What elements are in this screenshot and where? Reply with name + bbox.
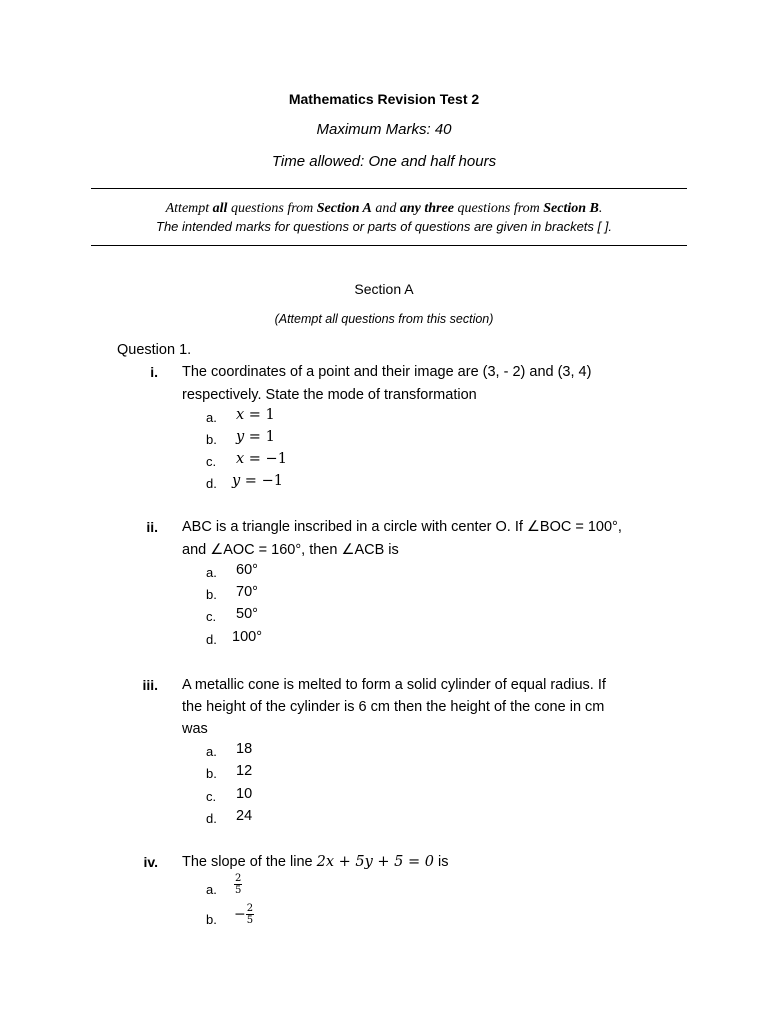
- option-letter: b.: [206, 766, 217, 781]
- question-heading: Question 1.: [117, 342, 192, 358]
- option-letter: a.: [206, 565, 217, 580]
- fraction: $\frac{2}{5}$: [235, 873, 242, 896]
- option-letter: c.: [206, 789, 217, 804]
- option-value: x = −1: [236, 451, 287, 467]
- option-letter: d.: [206, 476, 217, 491]
- part-text-line: ABC is a triangle inscribed in a circle with center O. If ∠BOC = 100°,: [182, 519, 622, 535]
- option-letter: c.: [206, 609, 217, 624]
- option-value: [234, 873, 242, 896]
- part-number: ii.: [146, 519, 158, 535]
- option-letter: a.: [206, 410, 217, 425]
- part-number: i.: [150, 364, 158, 380]
- option-value: 18: [236, 741, 253, 757]
- part-number: iii.: [142, 677, 158, 693]
- part-text-line: the height of the cylinder is 6 cm then the height of the cone in cm: [182, 699, 605, 715]
- top-divider: [91, 188, 687, 189]
- option-value: − $\frac{2}{5}$: [234, 903, 254, 926]
- maximum-marks: Maximum Marks: 40: [316, 121, 452, 138]
- option-value: y = −1: [232, 473, 283, 489]
- option-value: 100°: [232, 629, 262, 645]
- option-letter: b.: [206, 432, 217, 447]
- instructions-line-2: The intended marks for questions or parts of questions are given in brackets [ ].: [156, 219, 612, 234]
- option-value: x = 1: [236, 407, 275, 423]
- part-text-line: and ∠AOC = 160°, then ∠ACB is: [182, 542, 399, 558]
- option-letter: a.: [206, 744, 217, 759]
- option-value: 12: [236, 763, 253, 779]
- part-text-line: was: [182, 721, 208, 737]
- line-equation: 2x + 5y + 5 = 0: [316, 854, 434, 870]
- fraction: $\frac{2}{5}$: [246, 903, 254, 926]
- time-allowed: Time allowed: One and half hours: [271, 153, 497, 170]
- part-text-line: The coordinates of a point and their image are (3, - 2) and (3, 4): [182, 364, 592, 380]
- part-number: iv.: [143, 854, 158, 870]
- option-value: 60°: [236, 562, 258, 578]
- option-letter: b.: [206, 912, 217, 927]
- option-value: 24: [236, 808, 253, 824]
- option-value: 50°: [236, 606, 258, 622]
- section-title: Section A: [354, 281, 414, 297]
- option-value: y = 1: [236, 429, 275, 445]
- option-value: 70°: [236, 584, 258, 600]
- option-letter: c.: [206, 454, 217, 469]
- part-text-line: The slope of the line 2x + 5y + 5 = 0 is: [182, 854, 449, 870]
- option-letter: b.: [206, 587, 217, 602]
- section-note: (Attempt all questions from this section): [274, 312, 494, 326]
- test-title: Mathematics Revision Test 2: [288, 91, 480, 107]
- part-text-line: A metallic cone is melted to form a solid cylinder of equal radius. If: [182, 677, 606, 693]
- option-letter: d.: [206, 811, 217, 826]
- part-text-line: respectively. State the mode of transformation: [182, 387, 477, 403]
- option-value: 10: [236, 786, 253, 802]
- bottom-divider: [91, 245, 687, 246]
- option-letter: d.: [206, 632, 217, 647]
- option-letter: a.: [206, 882, 217, 897]
- instructions-line-1: Attempt all questions from Section A and any three questions from Section B.: [165, 201, 603, 216]
